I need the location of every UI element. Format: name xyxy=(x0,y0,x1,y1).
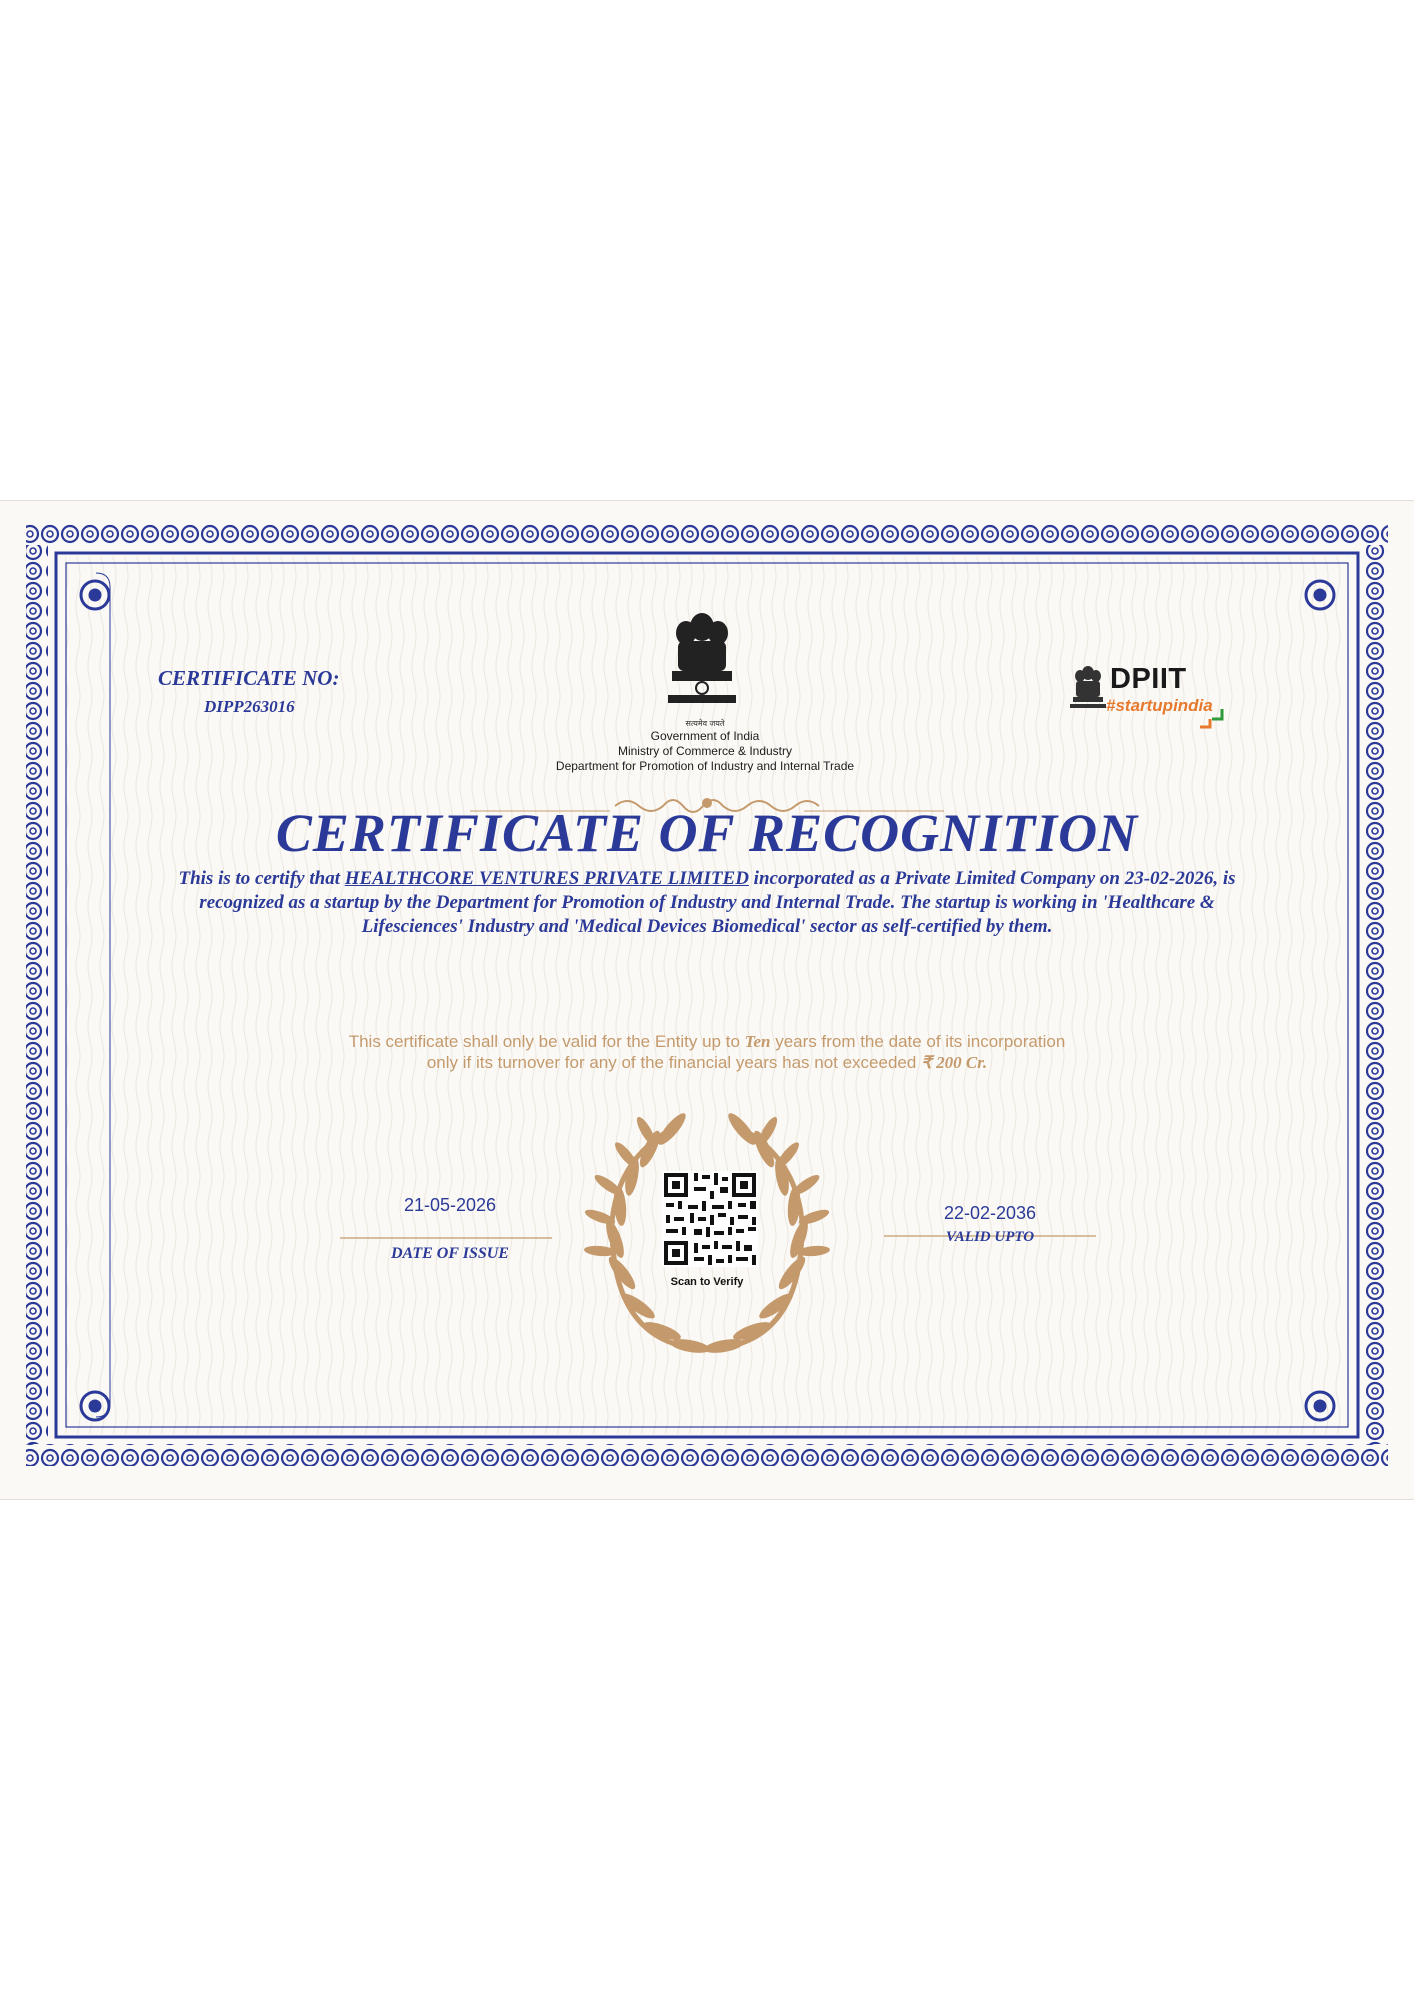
company-name: HEALTHCORE VENTURES PRIVATE LIMITED xyxy=(344,868,749,889)
validity-text-1: This certificate shall only be valid for the Entity up to xyxy=(348,1032,745,1051)
issue-date: 21-05-2026 xyxy=(403,1195,497,1215)
valid-upto-date: 22-02-2036 xyxy=(943,1203,1037,1223)
ministry-name: Ministry of Commerce & Industry xyxy=(617,744,793,758)
border-bottom xyxy=(26,1444,1388,1466)
dpiit-logo-text: DPIIT xyxy=(1110,663,1187,695)
validity-amount: ₹ 200 Cr. xyxy=(921,1053,988,1072)
border-left xyxy=(26,545,48,1444)
validity-statement xyxy=(250,1031,1164,1073)
border-top xyxy=(26,523,1388,545)
valid-upto-label: VALID UPTO xyxy=(945,1229,1035,1245)
qr-code-icon xyxy=(662,1171,758,1267)
validity-text-2: years from the date of its incorporation xyxy=(770,1032,1066,1051)
body-middle: incorporated as a Private Limited Company on 23-02-2026, is recognized as a startup by the Department for Promotion of Industry and Internal Trade. The startup is working in 'Healthcare & Lifesciences' Industry and 'Medical Devices Biomedical' sector as self-certified by them. xyxy=(199,868,1236,937)
certificate xyxy=(0,500,1414,1500)
department-name: Department for Promotion of Industry and Internal Trade xyxy=(555,759,855,773)
qr-caption: Scan to Verify xyxy=(670,1276,744,1288)
government-name: Government of India xyxy=(650,729,760,743)
hindi-motto: सत्यमेव जयते xyxy=(685,719,725,728)
certificate-number-label: CERTIFICATE NO: xyxy=(158,666,340,690)
validity-text-3: only if its turnover for any of the financial years has not exceeded xyxy=(426,1053,922,1072)
body-prefix: This is to certify that xyxy=(178,868,345,889)
validity-years: Ten xyxy=(744,1032,771,1051)
certificate-number: DIPP263016 xyxy=(204,697,295,716)
certificate-decor xyxy=(0,501,1414,1499)
government-header xyxy=(480,719,930,774)
border-right xyxy=(1366,545,1388,1444)
certificate-title: CERTIFICATE OF RECOGNITION xyxy=(275,803,1139,863)
issue-date-label: DATE OF ISSUE xyxy=(391,1245,509,1262)
certificate-body xyxy=(150,867,1264,939)
startupindia-hashtag: #startupindia xyxy=(1106,696,1213,715)
